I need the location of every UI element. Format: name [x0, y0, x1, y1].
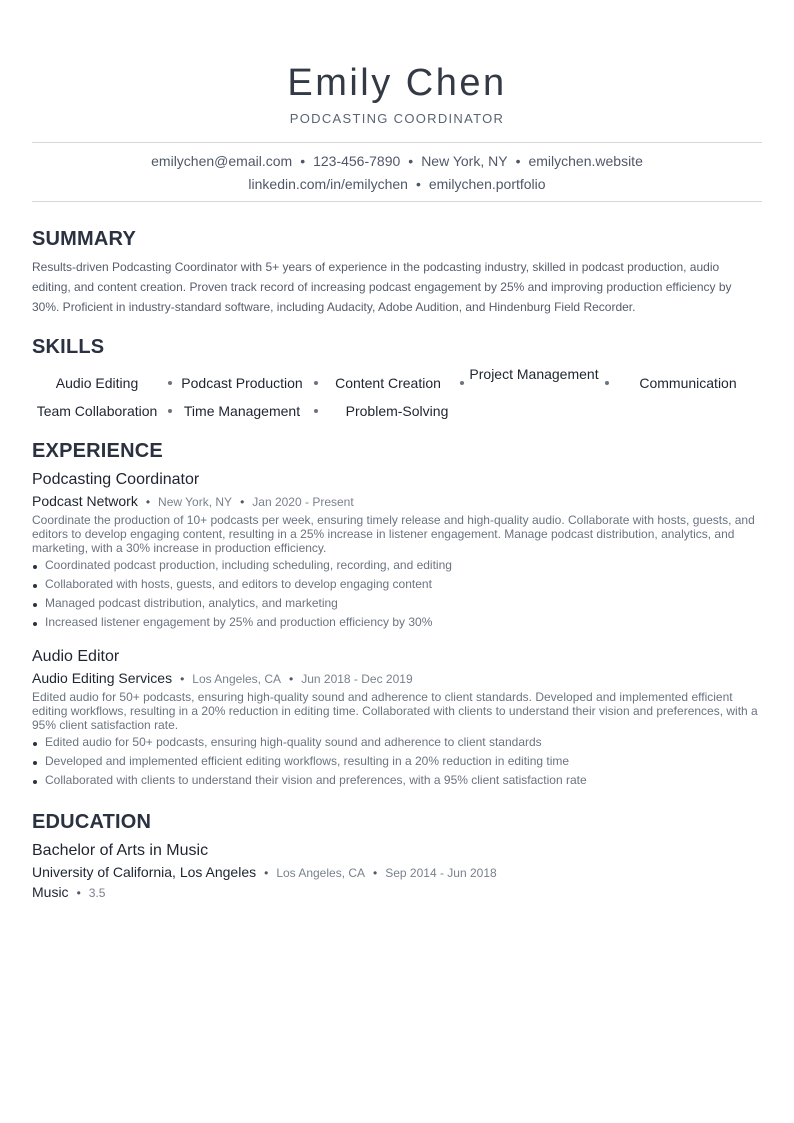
job-meta — [32, 493, 354, 509]
bullet-text: Edited audio for 50+ podcasts, ensuring high-quality sound and adherence to client standards — [45, 735, 542, 749]
candidate-title: PODCASTING COORDINATOR — [289, 111, 505, 126]
bullet-text: Collaborated with clients to understand their vision and preferences, with a 95% client satisfaction rate — [45, 773, 587, 787]
header-divider-top — [32, 142, 762, 143]
education-gpa: 3.5 — [88, 886, 106, 900]
job-bullets — [32, 556, 762, 632]
education-heading: EDUCATION — [32, 811, 152, 833]
skill-separator — [314, 409, 318, 413]
skill-item: Team Collaboration — [36, 403, 158, 419]
separator-dot: • — [373, 866, 378, 880]
education-field: Music — [32, 884, 69, 900]
education-dates: Sep 2014 - Jun 2018 — [385, 866, 497, 880]
bullet-item — [32, 613, 762, 632]
bullet-text: Developed and implemented efficient editing workflows, resulting in a 20% reduction in editing time — [45, 754, 570, 768]
job-company: Podcast Network — [32, 493, 138, 509]
job-title: Podcasting Coordinator — [32, 471, 200, 488]
separator-dot: • — [289, 672, 294, 686]
job-title: Audio Editor — [32, 648, 120, 665]
separator-dot: • — [264, 866, 269, 880]
bullet-icon — [33, 603, 37, 607]
bullet-text: Managed podcast distribution, analytics, and marketing — [45, 596, 338, 610]
separator-dot: • — [76, 886, 81, 900]
skill-item: Project Management — [469, 366, 599, 382]
skill-separator — [168, 409, 172, 413]
skill-separator — [168, 381, 172, 385]
separator-dot: • — [515, 153, 521, 169]
bullet-text: Collaborated with hosts, guests, and editors to develop engaging content — [45, 577, 432, 591]
skill-item: Time Management — [183, 403, 301, 419]
bullet-item — [32, 594, 762, 613]
contact-portfolio[interactable]: emilychen.portfolio — [428, 176, 546, 192]
skill-item: Podcast Production — [181, 375, 303, 391]
education-meta — [32, 864, 497, 880]
job-location: Los Angeles, CA — [192, 672, 282, 686]
bullet-icon — [33, 565, 37, 569]
contact-location: New York, NY — [421, 153, 508, 169]
bullet-text: Increased listener engagement by 25% and production efficiency by 30% — [45, 615, 433, 629]
job-description: Coordinate the production of 10+ podcasts per week, ensuring timely release and high-quality audio. Collaborate with hosts, guests, and editors to develop engaging content, resulting in a 25% increase in listener engagement. Manage podcast distribution, analytics, and marketing, with a 30% increase in production efficiency. — [32, 513, 755, 555]
separator-dot: • — [300, 153, 306, 169]
contact-line-1 — [32, 153, 762, 169]
job-meta — [32, 670, 413, 686]
skill-item: Problem-Solving — [345, 403, 449, 419]
bullet-icon — [33, 780, 37, 784]
experience-heading: EXPERIENCE — [32, 440, 163, 462]
bullet-item — [32, 733, 762, 752]
bullet-text: Coordinated podcast production, including scheduling, recording, and editing — [45, 558, 452, 572]
bullet-icon — [33, 761, 37, 765]
skill-item: Audio Editing — [55, 375, 139, 391]
bullet-icon — [33, 742, 37, 746]
bullet-item — [32, 575, 762, 594]
separator-dot: • — [145, 495, 151, 509]
separator-dot: • — [415, 176, 421, 192]
separator-dot: • — [180, 672, 185, 686]
skill-item: Content Creation — [335, 375, 441, 391]
summary-text: Results-driven Podcasting Coordinator with 5+ years of experience in the podcasting industry, skilled in podcast production, audio editing, and content creation. Proven track record of increasing podcast engagement by 25% and improving production efficiency by 30%. Proficient in industry-standard software, including Audacity, Adobe Audition, and Hindenburg Field Recorder. — [32, 260, 732, 314]
bullet-icon — [33, 584, 37, 588]
summary-heading: SUMMARY — [32, 228, 136, 250]
separator-dot: • — [408, 153, 414, 169]
header-divider-bottom — [32, 201, 762, 202]
contact-line-2 — [32, 176, 762, 192]
job-bullets — [32, 733, 762, 790]
contact-website[interactable]: emilychen.website — [528, 153, 643, 169]
skill-separator — [460, 381, 464, 385]
bullet-item — [32, 771, 762, 790]
bullet-icon — [33, 622, 37, 626]
education-field-line — [32, 884, 105, 900]
bullet-item — [32, 556, 762, 575]
contact-linkedin[interactable]: linkedin.com/in/emilychen — [248, 176, 408, 192]
contact-email[interactable]: emilychen@email.com — [151, 153, 293, 169]
education-location: Los Angeles, CA — [276, 866, 366, 880]
skill-item: Communication — [639, 375, 737, 391]
education-degree: Bachelor of Arts in Music — [32, 842, 209, 859]
job-location: New York, NY — [158, 495, 233, 509]
job-dates: Jan 2020 - Present — [252, 495, 354, 509]
bullet-item — [32, 752, 762, 771]
job-dates: Jun 2018 - Dec 2019 — [301, 672, 413, 686]
job-company: Audio Editing Services — [32, 670, 173, 686]
skills-heading: SKILLS — [32, 336, 105, 358]
candidate-name: Emily Chen — [287, 62, 507, 104]
contact-phone[interactable]: 123-456-7890 — [313, 153, 401, 169]
separator-dot: • — [240, 495, 245, 509]
skill-separator — [314, 381, 318, 385]
skill-separator — [605, 381, 609, 385]
education-school: University of California, Los Angeles — [32, 864, 257, 880]
job-description: Edited audio for 50+ podcasts, ensuring high-quality sound and adherence to client standards. Developed and implemented efficient editing workflows, resulting in a 20% reduction in editing time. Collaborated with clients to understand their vision and preferences, with a 95% client satisfaction rate. — [32, 690, 758, 732]
